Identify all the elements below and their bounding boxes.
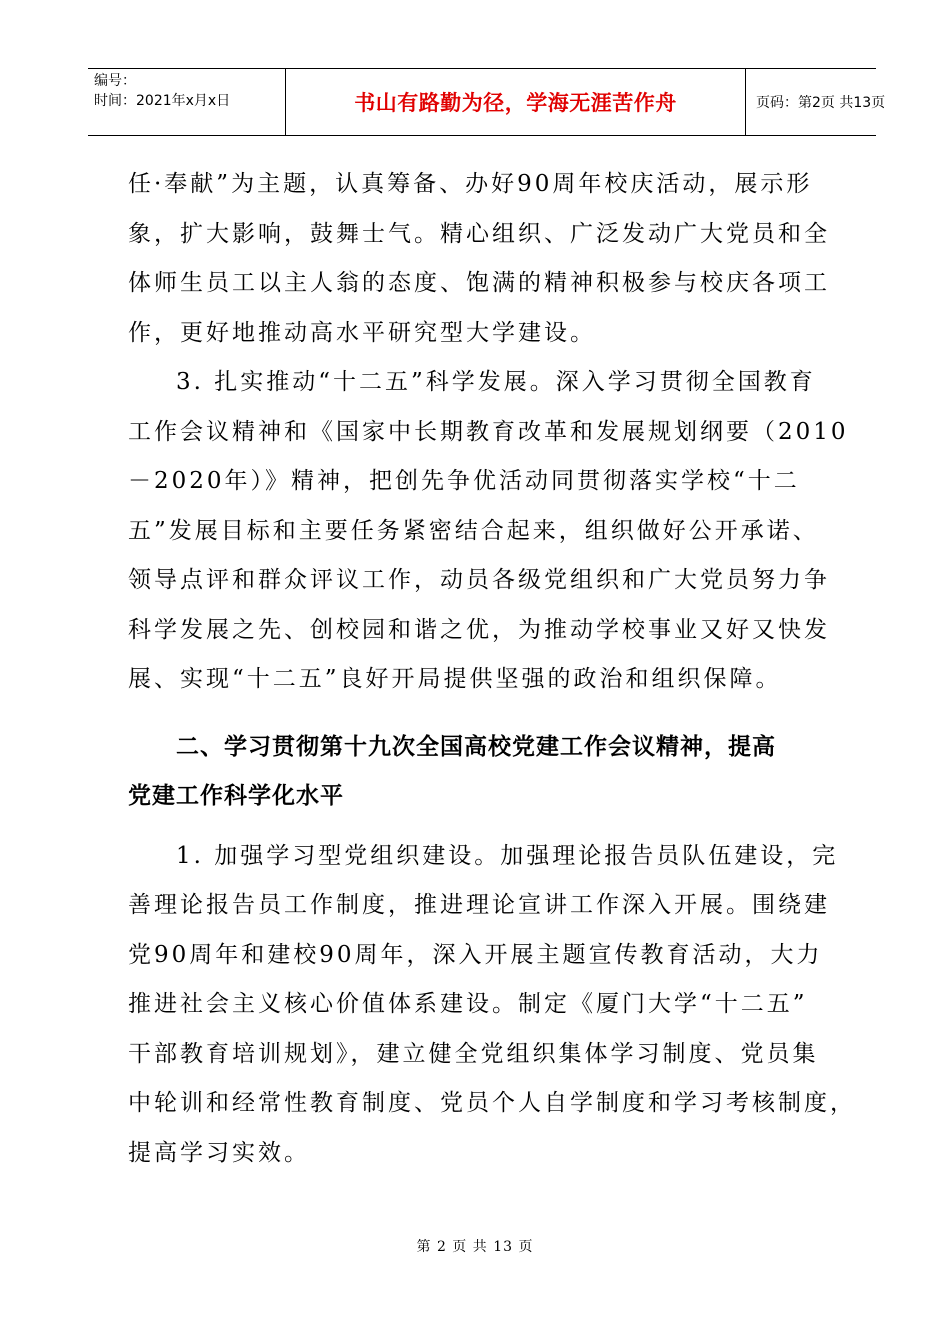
- body-line: 作，更好地推动高水平研究型大学建设。: [128, 319, 596, 346]
- document-body: [128, 160, 856, 1178]
- body-line: 3. 扎实推动“十二五”科学发展。深入学习贯彻全国教育: [176, 369, 816, 395]
- header-page-label: 页码：第2页 共13页: [756, 95, 886, 111]
- body-line: 工作会议精神和《国家中长期教育改革和发展规划纲要（2010: [128, 418, 849, 445]
- body-line: 象，扩大影响，鼓舞士气。精心组织、广泛发动广大党员和全: [128, 220, 830, 247]
- body-line: 五”发展目标和主要任务紧密结合起来，组织做好公开承诺、: [128, 517, 819, 544]
- section-heading: 二、学习贯彻第十九次全国高校党建工作会议精神，提高: [176, 733, 776, 760]
- body-line: 任·奉献”为主题，认真筹备、办好90周年校庆活动，展示形: [128, 171, 813, 197]
- section-heading: 党建工作科学化水平: [128, 783, 344, 809]
- body-line: 干部教育培训规划》，建立健全党组织集体学习制度、党员集: [128, 1040, 819, 1067]
- body-line: 科学发展之先、创校园和谐之优，为推动学校事业又好又快发: [128, 616, 830, 643]
- body-line: －2020年）》精神，把创先争优活动同贯彻落实学校“十二: [128, 468, 800, 494]
- header-meta: [88, 69, 286, 135]
- body-line: 1. 加强学习型党组织建设。加强理论报告员队伍建设，完: [176, 842, 839, 869]
- body-line: 党90周年和建校90周年，深入开展主题宣传教育活动，大力: [128, 941, 823, 968]
- body-line: 展、实现“十二五”良好开局提供坚强的政治和组织保障。: [128, 666, 782, 692]
- header-motto: 书山有路勤为径，学海无涯苦作舟: [286, 69, 746, 135]
- body-line: 推进社会主义核心价值体系建设。制定《厦门大学“十二五”: [128, 991, 808, 1017]
- spacer: [128, 822, 828, 832]
- body-line: 善理论报告员工作制度，推进理论宣讲工作深入开展。围绕建: [128, 892, 830, 918]
- number-label: 编号：: [94, 73, 136, 89]
- page-header: [88, 68, 886, 136]
- body-line: 提高学习实效。: [128, 1139, 310, 1166]
- page-footer: 第 2 页 共 13 页: [416, 1239, 534, 1255]
- body-line: 中轮训和经常性教育制度、党员个人自学制度和学习考核制度，: [128, 1090, 856, 1116]
- time-label: 时间：2021年x月x日: [94, 93, 231, 109]
- spacer: [128, 705, 828, 723]
- body-line: 领导点评和群众评议工作，动员各级党组织和广大党员努力争: [128, 567, 830, 593]
- body-line: 体师生员工以主人翁的态度、饱满的精神积极参与校庆各项工: [128, 270, 830, 296]
